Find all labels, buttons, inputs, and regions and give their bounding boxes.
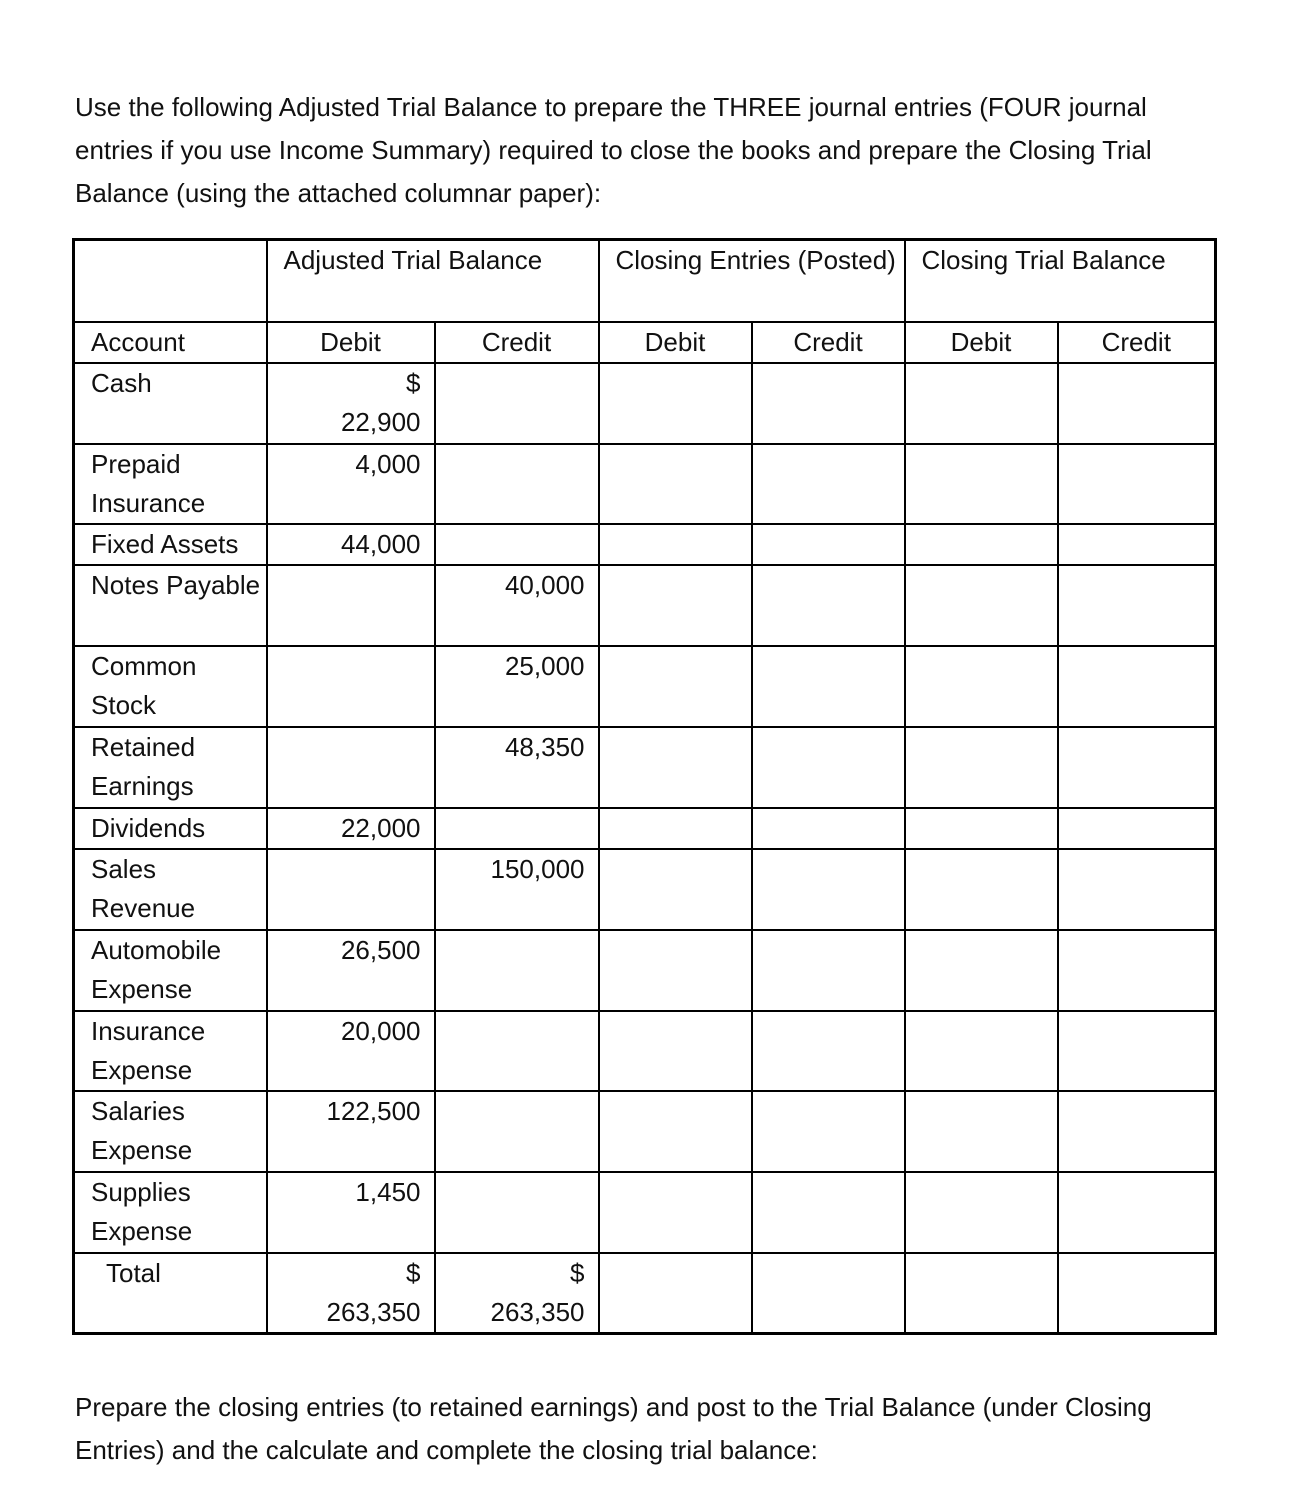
table-row — [74, 727, 1216, 808]
table-row — [74, 565, 1216, 646]
ce-debit-cell[interactable] — [599, 1172, 752, 1253]
account-name: Dividends — [74, 808, 267, 849]
column-header-row — [74, 322, 1216, 363]
ctb-debit-cell[interactable] — [905, 646, 1058, 727]
account-name: Retained Earnings — [74, 727, 267, 808]
trial-balance-table — [72, 238, 1217, 1335]
ce-debit-cell[interactable] — [599, 646, 752, 727]
amount: 22,900 — [340, 406, 421, 437]
ctb-credit-cell[interactable] — [1058, 444, 1216, 524]
ctb-credit-cell[interactable] — [1058, 849, 1216, 930]
account-name: Automobile Expense — [74, 930, 267, 1011]
adj-credit-cell: 48,350 — [435, 727, 599, 808]
table-row — [74, 524, 1216, 565]
ce-debit-cell[interactable] — [599, 565, 752, 646]
ce-debit-cell[interactable] — [599, 1253, 752, 1334]
account-name: Cash — [74, 363, 267, 444]
adj-credit-cell: 150,000 — [435, 849, 599, 930]
ctb-debit-header: Debit — [905, 322, 1058, 363]
ctb-debit-cell[interactable] — [905, 930, 1058, 1011]
ce-credit-cell[interactable] — [752, 363, 905, 444]
adj-credit-cell — [435, 363, 599, 444]
ce-credit-cell[interactable] — [752, 1091, 905, 1172]
adj-debit-cell — [267, 565, 435, 646]
account-name: Salaries Expense — [74, 1091, 267, 1172]
account-name: Insurance Expense — [74, 1011, 267, 1091]
adj-credit-cell — [435, 1011, 599, 1091]
ctb-debit-cell[interactable] — [905, 1011, 1058, 1091]
amount: 263,350 — [326, 1296, 421, 1327]
ce-credit-cell[interactable] — [752, 727, 905, 808]
adj-credit-cell — [435, 1091, 599, 1172]
adj-debit-cell — [267, 849, 435, 930]
account-name: Sales Revenue — [74, 849, 267, 930]
ctb-debit-cell[interactable] — [905, 1253, 1058, 1334]
total-adj-credit-cell — [435, 1253, 599, 1334]
ce-debit-cell[interactable] — [599, 808, 752, 849]
currency-symbol: $ — [406, 1257, 421, 1288]
ce-debit-cell[interactable] — [599, 849, 752, 930]
ctb-debit-cell[interactable] — [905, 565, 1058, 646]
ctb-credit-cell[interactable] — [1058, 646, 1216, 727]
adjusted-trial-balance-header: Adjusted Trial Balance — [267, 240, 599, 322]
account-name: Supplies Expense — [74, 1172, 267, 1253]
ce-credit-cell[interactable] — [752, 808, 905, 849]
adj-debit-cell: 22,000 — [267, 808, 435, 849]
adj-credit-cell — [435, 930, 599, 1011]
ce-credit-cell[interactable] — [752, 1011, 905, 1091]
adj-credit-cell — [435, 524, 599, 565]
ce-credit-cell[interactable] — [752, 565, 905, 646]
ctb-credit-cell[interactable] — [1058, 727, 1216, 808]
instructions-text: Use the following Adjusted Trial Balance to prepare the THREE journal entries (FOUR journal entries if you use Income Summary) required to close the books and prepare the Closing Trial Balance (using the attached columnar paper): — [75, 92, 1152, 208]
table-row — [74, 1011, 1216, 1091]
closing-instructions-text: Prepare the closing entries (to retained earnings) and post to the Trial Balance (under Closing Entries) and the calculate and complete the closing trial balance: — [75, 1392, 1152, 1465]
adj-credit-header: Credit — [435, 322, 599, 363]
total-row — [74, 1253, 1216, 1334]
adj-credit-cell — [435, 1172, 599, 1253]
table-row — [74, 1172, 1216, 1253]
ctb-credit-header: Credit — [1058, 322, 1216, 363]
adj-credit-cell — [435, 808, 599, 849]
adj-credit-cell: 40,000 — [435, 565, 599, 646]
adj-debit-cell: 1,450 — [267, 1172, 435, 1253]
ctb-credit-cell[interactable] — [1058, 363, 1216, 444]
table-row — [74, 646, 1216, 727]
closing-trial-balance-header: Closing Trial Balance — [905, 240, 1216, 322]
adj-debit-cell: 26,500 — [267, 930, 435, 1011]
adj-credit-cell — [435, 444, 599, 524]
adj-debit-header: Debit — [267, 322, 435, 363]
closing-entries-header: Closing Entries (Posted) — [599, 240, 905, 322]
ce-credit-cell[interactable] — [752, 444, 905, 524]
empty-header-cell — [74, 240, 267, 322]
account-column-header: Account — [74, 322, 267, 363]
ctb-debit-cell[interactable] — [905, 1172, 1058, 1253]
ctb-credit-cell[interactable] — [1058, 565, 1216, 646]
ctb-debit-cell[interactable] — [905, 849, 1058, 930]
ce-credit-header: Credit — [752, 322, 905, 363]
total-adj-debit-cell — [267, 1253, 435, 1334]
ce-debit-cell[interactable] — [599, 1091, 752, 1172]
account-name: Fixed Assets — [74, 524, 267, 565]
ce-credit-cell[interactable] — [752, 646, 905, 727]
ce-debit-header: Debit — [599, 322, 752, 363]
ctb-credit-cell[interactable] — [1058, 930, 1216, 1011]
adj-debit-cell: 4,000 — [267, 444, 435, 524]
ctb-debit-cell[interactable] — [905, 727, 1058, 808]
adj-debit-cell — [267, 646, 435, 727]
table-row — [74, 363, 1216, 444]
ce-debit-cell[interactable] — [599, 727, 752, 808]
total-label: Total — [74, 1253, 267, 1334]
ctb-credit-cell[interactable] — [1058, 1253, 1216, 1334]
ce-debit-cell[interactable] — [599, 930, 752, 1011]
ce-credit-cell[interactable] — [752, 930, 905, 1011]
ctb-credit-cell[interactable] — [1058, 808, 1216, 849]
amount: 263,350 — [490, 1296, 585, 1327]
ctb-debit-cell[interactable] — [905, 524, 1058, 565]
ctb-credit-cell[interactable] — [1058, 524, 1216, 565]
table-row — [74, 1091, 1216, 1172]
account-name: Common Stock — [74, 646, 267, 727]
ctb-credit-cell[interactable] — [1058, 1172, 1216, 1253]
ce-credit-cell[interactable] — [752, 849, 905, 930]
account-name: Prepaid Insurance — [74, 444, 267, 524]
ctb-debit-cell[interactable] — [905, 1091, 1058, 1172]
ctb-credit-cell[interactable] — [1058, 1011, 1216, 1091]
ce-debit-cell[interactable] — [599, 363, 752, 444]
currency-symbol: $ — [406, 367, 421, 398]
ce-debit-cell[interactable] — [599, 1011, 752, 1091]
ctb-debit-cell[interactable] — [905, 808, 1058, 849]
adj-debit-cell: 44,000 — [267, 524, 435, 565]
adj-debit-cell: 122,500 — [267, 1091, 435, 1172]
adj-debit-cell — [267, 363, 435, 444]
adj-credit-cell: 25,000 — [435, 646, 599, 727]
table-row — [74, 930, 1216, 1011]
table-row — [74, 808, 1216, 849]
ce-debit-cell[interactable] — [599, 524, 752, 565]
ctb-credit-cell[interactable] — [1058, 1091, 1216, 1172]
ctb-debit-cell[interactable] — [905, 444, 1058, 524]
ce-credit-cell[interactable] — [752, 1172, 905, 1253]
table-row — [74, 444, 1216, 524]
account-name: Notes Payable — [74, 565, 267, 646]
ce-debit-cell[interactable] — [599, 444, 752, 524]
adj-debit-cell: 20,000 — [267, 1011, 435, 1091]
currency-symbol: $ — [570, 1257, 585, 1288]
ce-credit-cell[interactable] — [752, 524, 905, 565]
ce-credit-cell[interactable] — [752, 1253, 905, 1334]
table-row — [74, 849, 1216, 930]
adj-debit-cell — [267, 727, 435, 808]
ctb-debit-cell[interactable] — [905, 363, 1058, 444]
group-header-row — [74, 240, 1216, 322]
